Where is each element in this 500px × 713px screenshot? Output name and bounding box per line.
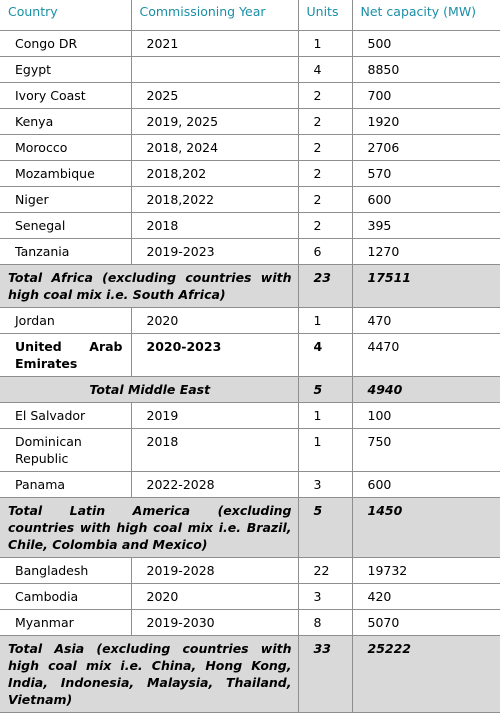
table-row <box>0 239 500 265</box>
units-cell: 2 <box>298 187 352 213</box>
units-cell: 6 <box>298 239 352 265</box>
table-row <box>0 610 500 636</box>
net-capacity-cell: 4470 <box>352 334 500 377</box>
total-capacity: 1450 <box>352 498 500 558</box>
commissioning-year-cell: 2018,202 <box>131 161 298 187</box>
commissioning-year-cell: 2020 <box>131 308 298 334</box>
commissioning-year-cell: 2019 <box>131 403 298 429</box>
net-capacity-cell: 19732 <box>352 558 500 584</box>
units-cell: 2 <box>298 109 352 135</box>
table-row <box>0 161 500 187</box>
units-cell: 4 <box>298 57 352 83</box>
commissioning-year-cell: 2021 <box>131 31 298 57</box>
net-capacity-cell: 570 <box>352 161 500 187</box>
country-cell: Egypt <box>0 57 131 83</box>
country-cell: Morocco <box>0 135 131 161</box>
commissioning-year-cell: 2018, 2024 <box>131 135 298 161</box>
table-row <box>0 213 500 239</box>
country-cell: Cambodia <box>0 584 131 610</box>
header-commissioning-year: Commissioning Year <box>131 0 298 31</box>
net-capacity-cell: 750 <box>352 429 500 472</box>
commissioning-year-cell: 2022-2028 <box>131 472 298 498</box>
total-units: 33 <box>298 636 352 713</box>
country-cell: Dominican Republic <box>0 429 131 472</box>
commissioning-year-cell: 2019-2028 <box>131 558 298 584</box>
units-cell: 1 <box>298 403 352 429</box>
units-cell: 3 <box>298 584 352 610</box>
country-cell: Ivory Coast <box>0 83 131 109</box>
commissioning-year-cell: 2025 <box>131 83 298 109</box>
total-label: Total Middle East <box>0 377 298 403</box>
net-capacity-cell: 500 <box>352 31 500 57</box>
table-row <box>0 584 500 610</box>
net-capacity-cell: 470 <box>352 308 500 334</box>
net-capacity-cell: 5070 <box>352 610 500 636</box>
units-cell: 2 <box>298 135 352 161</box>
total-label: Total Latin America (excluding countries with high coal mix i.e. Brazil, Chile, Colombia and Mexico) <box>0 498 298 558</box>
table-row <box>0 308 500 334</box>
total-capacity: 17511 <box>352 265 500 308</box>
net-capacity-cell: 8850 <box>352 57 500 83</box>
country-cell: Bangladesh <box>0 558 131 584</box>
table-row <box>0 472 500 498</box>
header-units: Units <box>298 0 352 31</box>
total-capacity: 25222 <box>352 636 500 713</box>
table-row <box>0 334 500 377</box>
country-cell: Tanzania <box>0 239 131 265</box>
commissioning-year-cell: 2018 <box>131 429 298 472</box>
commissioning-year-cell <box>131 57 298 83</box>
table-row <box>0 429 500 472</box>
table-row <box>0 187 500 213</box>
net-capacity-cell: 2706 <box>352 135 500 161</box>
header-row <box>0 0 500 31</box>
table-row <box>0 558 500 584</box>
country-cell: Niger <box>0 187 131 213</box>
net-capacity-cell: 395 <box>352 213 500 239</box>
country-cell: Jordan <box>0 308 131 334</box>
table-row <box>0 57 500 83</box>
units-cell: 2 <box>298 83 352 109</box>
net-capacity-cell: 1920 <box>352 109 500 135</box>
country-cell: El Salvador <box>0 403 131 429</box>
country-cell: Mozambique <box>0 161 131 187</box>
total-row <box>0 498 500 558</box>
commissioning-year-cell: 2020-2023 <box>131 334 298 377</box>
units-cell: 22 <box>298 558 352 584</box>
units-cell: 1 <box>298 429 352 472</box>
table-row <box>0 403 500 429</box>
commissioning-year-cell: 2019, 2025 <box>131 109 298 135</box>
country-cell: Panama <box>0 472 131 498</box>
commissioning-year-cell: 2018 <box>131 213 298 239</box>
commissioning-year-cell: 2018,2022 <box>131 187 298 213</box>
units-cell: 1 <box>298 31 352 57</box>
net-capacity-cell: 420 <box>352 584 500 610</box>
country-cell: Senegal <box>0 213 131 239</box>
total-row <box>0 265 500 308</box>
total-row <box>0 377 500 403</box>
country-cell: Kenya <box>0 109 131 135</box>
total-units: 5 <box>298 498 352 558</box>
header-net-capacity: Net capacity (MW) <box>352 0 500 31</box>
units-cell: 8 <box>298 610 352 636</box>
table-row <box>0 31 500 57</box>
total-capacity: 4940 <box>352 377 500 403</box>
net-capacity-cell: 1270 <box>352 239 500 265</box>
table-body <box>0 31 500 713</box>
country-cell: United Arab Emirates <box>0 334 131 377</box>
units-cell: 4 <box>298 334 352 377</box>
commissioning-year-cell: 2019-2030 <box>131 610 298 636</box>
table-row <box>0 135 500 161</box>
total-units: 5 <box>298 377 352 403</box>
total-units: 23 <box>298 265 352 308</box>
commissioning-year-cell: 2019-2023 <box>131 239 298 265</box>
commissioning-year-cell: 2020 <box>131 584 298 610</box>
table-row <box>0 83 500 109</box>
units-cell: 1 <box>298 308 352 334</box>
country-cell: Myanmar <box>0 610 131 636</box>
net-capacity-cell: 600 <box>352 187 500 213</box>
units-cell: 2 <box>298 213 352 239</box>
table-row <box>0 109 500 135</box>
country-cell: Congo DR <box>0 31 131 57</box>
units-cell: 2 <box>298 161 352 187</box>
net-capacity-cell: 100 <box>352 403 500 429</box>
header-country: Country <box>0 0 131 31</box>
net-capacity-cell: 600 <box>352 472 500 498</box>
units-cell: 3 <box>298 472 352 498</box>
total-label: Total Asia (excluding countries with high coal mix i.e. China, Hong Kong, India, Indonesia, Malaysia, Thailand, Vietnam) <box>0 636 298 713</box>
total-label: Total Africa (excluding countries with high coal mix i.e. South Africa) <box>0 265 298 308</box>
total-row <box>0 636 500 713</box>
net-capacity-cell: 700 <box>352 83 500 109</box>
